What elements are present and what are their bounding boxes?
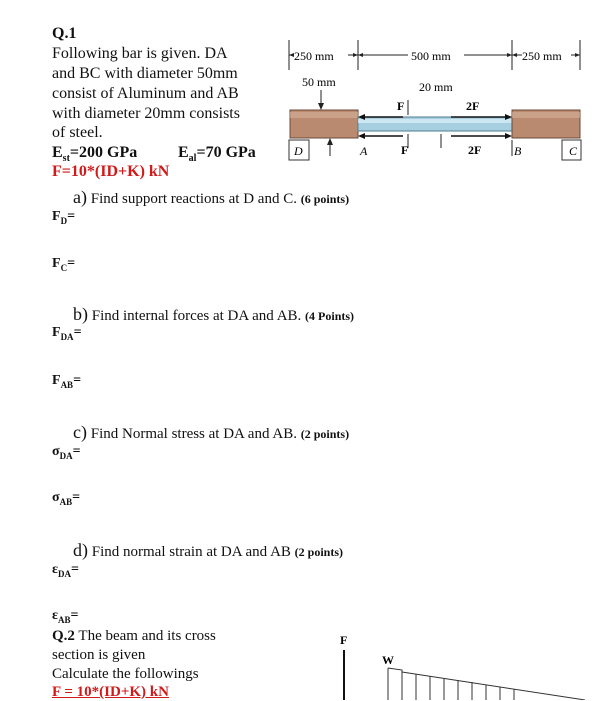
segment-highlight — [358, 119, 512, 123]
point-c-label: C — [569, 144, 578, 158]
part-b-prompt: b) Find internal forces at DA and AB. (4 Points) — [73, 304, 355, 324]
answer-epsilon-da: $\varepsilon_{DA}=$ — [52, 562, 79, 579]
dim-arrowhead — [358, 53, 363, 57]
load-2f-bottom-label: 2F — [468, 143, 482, 157]
load-f-bottom-label: F — [401, 143, 409, 157]
part-c-prompt: c) Find Normal stress at DA and AB. (2 points) — [73, 422, 350, 442]
q1-desc-line: of steel. — [52, 124, 103, 141]
part-a-prompt: a) Find support reactions at D and C. (6 points) — [73, 187, 350, 207]
q1-desc-line: Following bar is given. DA — [52, 45, 228, 62]
aluminum-modulus: $E_{al}=70$ GPa — [178, 144, 256, 165]
load-2f-top-label: 2F — [466, 99, 480, 113]
answer-fc: $F_C=$ — [52, 256, 76, 273]
load-f-top-label: F — [397, 99, 405, 113]
dim-arrowhead — [512, 53, 517, 57]
answer-sigma-ab: $\sigma_{AB}=$ — [52, 490, 81, 507]
q1-desc-line: consist of Aluminum and AB — [52, 85, 239, 102]
dim-arrowhead — [507, 53, 512, 57]
aluminum-diameter-label: 50 mm — [302, 75, 336, 89]
q2-line-1: Q.2 The beam and its cross — [52, 628, 216, 644]
beam-distributed-load-label: W — [382, 653, 394, 667]
answer-epsilon-ab: $\varepsilon_{AB}=$ — [52, 608, 79, 625]
dim-arrowhead — [575, 53, 580, 57]
beam-distributed-load-outline — [388, 668, 402, 700]
q2-line-2: section is given — [52, 647, 146, 663]
beam-load-slope — [402, 672, 585, 700]
q1-desc-line: and BC with diameter 50mm — [52, 65, 238, 82]
load-arrowhead — [358, 133, 365, 139]
q2-force-formula: F = 10*(ID+K) kN — [52, 684, 169, 700]
answer-fda: $F_{DA}=$ — [52, 325, 82, 342]
q1-force-formula: F=10*(ID+K) kN — [52, 163, 170, 180]
steel-diameter-label: 20 mm — [419, 80, 453, 94]
answer-fd: $F_D=$ — [52, 209, 76, 226]
segment-highlight — [290, 112, 358, 118]
point-marker-arrowhead — [327, 138, 333, 145]
part-d-prompt: d) Find normal strain at DA and AB (2 points) — [73, 540, 343, 560]
load-arrowhead — [505, 133, 512, 139]
diameter-pointer-arrowhead — [318, 103, 324, 110]
steel-modulus: $E_{st}=200$ GPa — [52, 144, 138, 165]
point-a-label: A — [360, 144, 368, 158]
beam-load-f-label: F — [340, 633, 348, 647]
dim-label-right: 250 mm — [522, 49, 562, 63]
q1-title: Q.1 — [52, 25, 77, 42]
segment-highlight — [512, 112, 580, 118]
answer-sigma-da: $\sigma_{DA}=$ — [52, 444, 81, 461]
point-d-label: D — [294, 144, 303, 158]
q2-line-3: Calculate the followings — [52, 666, 199, 682]
bar-figure — [286, 38, 598, 170]
answer-fab: $F_{AB}=$ — [52, 373, 82, 390]
dim-label-left: 250 mm — [294, 49, 334, 63]
dim-arrowhead — [353, 53, 358, 57]
dim-label-mid: 500 mm — [411, 49, 451, 63]
q1-desc-line: with diameter 20mm consists — [52, 105, 240, 122]
point-b-label: B — [514, 144, 522, 158]
beam-figure — [330, 630, 590, 700]
